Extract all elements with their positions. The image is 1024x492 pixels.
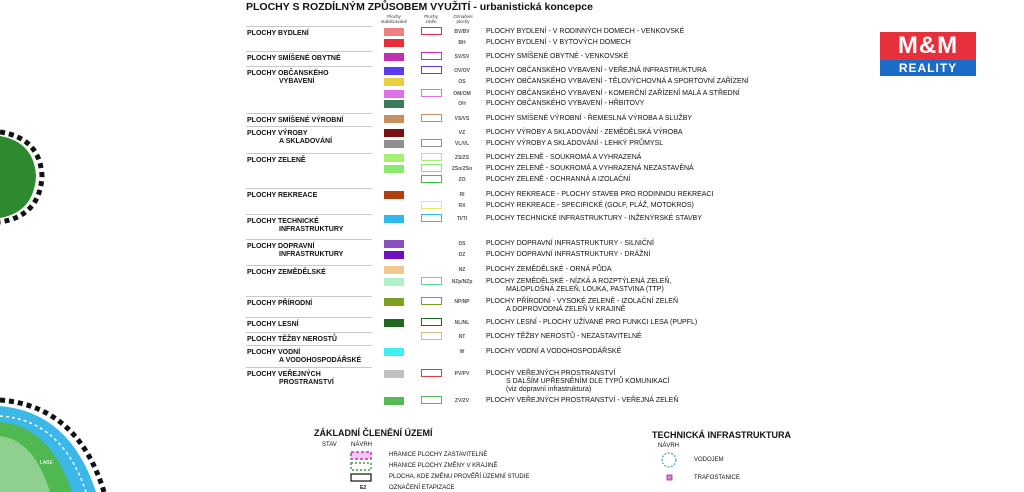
area-description-line: PLOCHY OBČANSKÉHO VYBAVENÍ - VEŘEJNÁ INFRASTRUKTURA [486,67,707,74]
category-label [247,117,343,125]
area-description [486,115,692,123]
category-label [247,30,309,38]
area-code: NZ [458,267,466,273]
swatch-stabilized [384,67,404,75]
swatch-change [421,277,442,285]
area-description [486,53,628,61]
swatch-change [421,153,442,161]
area-description [486,240,654,248]
category-divider [246,126,372,127]
area-description-line: (viz dopravní infrastruktura) [506,386,592,393]
area-code: PV/PV [454,371,470,377]
zakladni-item-3: PLOCHA, KDE ZMĚNU PROVĚŘÍ ÚZEMNÍ STUDIE [389,474,530,480]
category-label-line1: PLOCHY OBČANSKÉHO [247,70,329,77]
category-divider [246,345,372,346]
area-code: ZV/ZV [454,398,470,404]
category-label [247,70,329,86]
swatch-stabilized [384,165,404,173]
area-description-line: A DOPROVODNÁ ZELEŇ V KRAJINĚ [506,306,626,313]
area-description [486,67,707,75]
zakladni-item-2: HRANICE PLOCHY ZMĚNY V KRAJINĚ [389,463,498,469]
area-description-line: PLOCHY ZEMĚDĚLSKÉ - ORNÁ PŮDA [486,266,612,273]
swatch-stabilized [384,100,404,108]
category-label [247,300,312,308]
swatch-stabilized [384,266,404,274]
category-label-line2: INFRASTRUKTURY [279,226,344,233]
area-description [486,154,641,162]
area-description-line: PLOCHY VÝROBY A SKLADOVÁNÍ - LEHKÝ PRŮMYSL [486,140,664,147]
category-divider [246,153,372,154]
vodojem-icon [660,451,678,469]
area-code: ZO [458,177,466,183]
area-description-line: PLOCHY TĚŽBY NEROSTŮ - NEZASTAVITELNÉ [486,333,642,340]
col-header-stab-line2: stabilizované [380,19,407,24]
area-description [486,397,678,405]
area-description-line: PLOCHY VÝROBY A SKLADOVÁNÍ - ZEMĚDĚLSKÁ VÝROBA [486,129,683,136]
swatch-stabilized [384,240,404,248]
area-description-line: PLOCHY OBČANSKÉHO VYBAVENÍ - TĚLOVÝCHOVNÁ A SPORTOVNÍ ZAŘÍZENÍ [486,78,749,85]
technicka-title: TECHNICKÁ INFRASTRUKTURA [652,430,791,440]
area-code: W [459,349,465,355]
area-description-line: PLOCHY SMÍŠENÉ OBYTNÉ - VENKOVSKÉ [486,53,629,60]
category-divider [246,332,372,333]
zastavitelne-boundary-icon [350,451,372,460]
area-description [486,165,694,173]
area-description [486,140,663,148]
category-label-line1: PLOCHY BYDLENÍ [247,30,309,37]
area-description-line: S DALŠÍM UPŘESNĚNÍM DLE TYPŮ KOMUNIKACÍ [506,378,670,385]
swatch-stabilized [384,278,404,286]
col-header-zmen-line1: Plochy [424,14,438,19]
swatch-stabilized [384,397,404,405]
area-description-line: PLOCHY REKREACE - SPECIFICKÉ (GOLF, PLÁŽ, MOTOKROS) [486,202,694,209]
trafostanice-icon [666,474,674,482]
category-label-line1: PLOCHY PŘÍRODNÍ [247,300,313,307]
area-description-line: PLOCHY VEŘEJNÝCH PROSTRANSTVÍ [486,370,616,377]
zakladni-title: ZÁKLADNÍ ČLENĚNÍ ÚZEMÍ [314,428,433,438]
col-header-changes [414,14,448,24]
area-code: RI [459,192,465,198]
area-code: NP/NP [454,299,470,305]
area-code: VL/VL [454,141,470,147]
area-description-line: PLOCHY DOPRAVNÍ INFRASTRUKTURY - SILNIČNÍ [486,240,654,247]
swatch-stabilized [384,154,404,162]
category-label-line2: A VODOHOSPODÁŘSKÉ [279,357,362,364]
area-code: VS/VS [454,116,470,122]
area-description [486,202,694,210]
area-code: TI/TI [456,216,468,222]
swatch-stabilized [384,319,404,327]
col-header-zmen-line2: změn [425,19,437,24]
swatch-change [421,318,442,326]
uzemni-studie-icon [350,473,372,482]
swatch-stabilized [384,348,404,356]
category-label-line1: PLOCHY LESNÍ [247,321,299,328]
zakladni-item-4: OZNAČENÍ ETAPIZACE [389,485,455,491]
category-divider [246,239,372,240]
legend-title: PLOCHY S ROZDÍLNÝM ZPŮSOBEM VYUŽITÍ - urbanistická koncepce [246,1,593,13]
category-label [247,55,341,63]
area-description-line: PLOCHY VEŘEJNÝCH PROSTRANSTVÍ - VEŘEJNÁ ZELEŇ [486,397,679,404]
category-label-line1: PLOCHY SMÍŠENÉ OBYTNÉ [247,55,341,62]
swatch-change [421,201,442,209]
category-divider [246,188,372,189]
area-description [486,251,650,259]
swatch-stabilized [384,129,404,137]
swatch-stabilized [384,39,404,47]
category-divider [246,214,372,215]
swatch-stabilized [384,53,404,61]
zakladni-stav-label: STAV [322,442,337,448]
category-label-line1: PLOCHY ZEMĚDĚLSKÉ [247,269,326,276]
realty-logo [880,32,976,76]
category-divider [246,265,372,266]
category-divider [246,26,372,27]
area-description-line: PLOCHY BYDLENÍ - V BYTOVÝCH DOMECH [486,39,631,46]
category-label-line2: INFRASTRUKTURY [279,251,344,258]
area-description-line: PLOCHY DOPRAVNÍ INFRASTRUKTURY - DRÁŽNÍ [486,251,651,258]
area-description [486,278,671,294]
area-description [486,266,612,274]
logo-subtitle: REALITY [880,60,976,76]
area-code: BH [458,40,466,46]
area-code: NT [458,334,466,340]
technicka-item-trafostanice: TRAFOSTANICE [694,475,740,481]
category-divider [246,367,372,368]
krajina-boundary-icon [350,462,372,471]
swatch-stabilized [384,140,404,148]
area-code: NL/NL [454,320,470,326]
area-code: DS [458,241,466,247]
category-label [247,130,332,146]
category-label-line1: PLOCHY SMÍŠENÉ VÝROBNÍ [247,117,344,124]
col-header-ozn-line2: plochy [456,19,470,24]
area-code: BV/BV [454,29,470,35]
area-code: DZ [458,252,466,258]
area-description-line: PLOCHY ZELENĚ - SOUKROMÁ A VYHRAZENÁ NEZASTAVĚNÁ [486,165,694,172]
map-fragment-left-bottom [0,392,110,492]
technicka-item-vodojem: VODOJEM [694,457,724,463]
swatch-change [421,332,442,340]
swatch-change [421,139,442,147]
swatch-stabilized [384,251,404,259]
area-code: OM/OM [453,91,471,97]
area-description [486,348,621,356]
area-description-line: MALOPLOŠNÁ ZELEŇ, LOUKA, PASTVINA (TTP) [506,286,664,293]
category-label [247,349,361,365]
area-description [486,129,683,137]
area-description-line: PLOCHY TECHNICKÉ INFRASTRUKTURY - INŽENÝRSKÉ STAVBY [486,215,702,222]
category-label-line1: PLOCHY REKREACE [247,192,318,199]
area-description-line: PLOCHY LESNÍ - PLOCHY UŽÍVANÉ PRO FUNKCI LESA (PUPFL) [486,319,698,326]
swatch-stabilized [384,90,404,98]
category-label [247,371,334,387]
category-label [247,321,299,329]
swatch-change [421,396,442,404]
category-divider [246,51,372,52]
category-label-line1: PLOCHY DOPRAVNÍ [247,243,315,250]
swatch-change [421,175,442,183]
area-description [486,319,697,327]
zakladni-navrh-label: NÁVRH [351,442,373,448]
category-divider [246,296,372,297]
map-fragment-left-top [0,128,48,228]
category-divider [246,317,372,318]
area-description [486,191,713,199]
area-description [486,90,740,98]
swatch-stabilized [384,370,404,378]
category-label [247,192,317,200]
technicka-navrh-label: NÁVRH [658,443,680,449]
area-code: ZSn/ZSn [451,166,473,172]
swatch-stabilized [384,298,404,306]
swatch-change [421,52,442,60]
category-label-line1: PLOCHY ZELENĚ [247,157,306,164]
area-description-line: PLOCHY OBČANSKÉHO VYBAVENÍ - KOMERČNÍ ZAŘÍZENÍ MALÁ A STŘEDNÍ [486,90,740,97]
category-divider [246,66,372,67]
swatch-change [421,297,442,305]
area-description [486,176,630,184]
area-description-line: PLOCHY ZELENĚ - SOUKROMÁ A VYHRAZENÁ [486,154,642,161]
area-code: SV/SV [454,54,470,60]
zakladni-item-1: HRANICE PLOCHY ZASTAVITELNÉ [389,452,488,458]
area-code: OV/OV [454,68,470,74]
area-description-line: PLOCHY REKREACE - PLOCHY STAVEB PRO RODINNOU REKREACI [486,191,714,198]
area-code: OS [458,79,466,85]
category-label-line2: A SKLADOVÁNÍ [279,138,333,145]
swatch-change [421,164,442,172]
area-code: RX [458,203,466,209]
area-code: NZp/NZp [451,279,473,285]
area-description-line: PLOCHY ZEMĚDĚLSKÉ - NÍZKÁ A ROZPTÝLENÁ ZELEŇ, [486,278,672,285]
swatch-change [421,214,442,222]
area-description-line: PLOCHY ZELENĚ - OCHRANNÁ A IZOLAČNÍ [486,176,631,183]
col-header-stab-line1: Plochy [387,14,401,19]
category-label [247,243,343,259]
category-label-line1: PLOCHY VEŘEJNÝCH [247,371,321,378]
swatch-stabilized [384,28,404,36]
swatch-change [421,89,442,97]
logo-mark: M&M [880,32,976,60]
river-label: LABE [40,460,53,466]
category-label-line1: PLOCHY TĚŽBY NEROSTŮ [247,336,337,343]
swatch-stabilized [384,191,404,199]
col-header-code [446,14,480,24]
swatch-stabilized [384,215,404,223]
area-description [486,78,749,86]
col-header-stabilized [374,14,414,24]
area-code: VZ [458,130,466,136]
category-label [247,218,343,234]
category-label-line1: PLOCHY VÝROBY [247,130,308,137]
area-description [486,333,642,341]
category-label-line2: VYBAVENÍ [279,78,315,85]
area-description-line: PLOCHY PŘÍRODNÍ - VYSOKÉ ZELENĚ - IZOLAČNÍ ZELEŇ [486,298,679,305]
area-code: ZS/ZS [454,155,470,161]
category-label-line2: PROSTRANSTVÍ [279,379,334,386]
swatch-change [421,66,442,74]
category-label-line1: PLOCHY TECHNICKÉ [247,218,319,225]
area-description [486,215,702,223]
area-description [486,100,644,108]
swatch-change [421,114,442,122]
etapa-code: E2 [360,485,367,491]
swatch-change [421,369,442,377]
swatch-change [421,27,442,35]
area-description [486,28,684,36]
area-code: OH [458,101,466,107]
category-label-line1: PLOCHY VODNÍ [247,349,301,356]
category-label [247,157,306,165]
category-divider [246,113,372,114]
area-description [486,39,631,47]
area-description-line: PLOCHY OBČANSKÉHO VYBAVENÍ - HŘBITOVY [486,100,645,107]
swatch-stabilized [384,115,404,123]
category-label [247,336,337,344]
swatch-stabilized [384,78,404,86]
area-description-line: PLOCHY SMÍŠENÉ VÝROBNÍ - ŘEMESLNÁ VÝROBA A SLUŽBY [486,115,693,122]
area-description [486,298,678,314]
category-label [247,269,326,277]
area-description-line: PLOCHY VODNÍ A VODOHOSPODÁŘSKÉ [486,348,622,355]
area-description-line: PLOCHY BYDLENÍ - V RODINNÝCH DOMECH - VENKOVSKÉ [486,28,685,35]
area-description [486,370,670,394]
col-header-ozn-line1: Označení [453,14,473,19]
